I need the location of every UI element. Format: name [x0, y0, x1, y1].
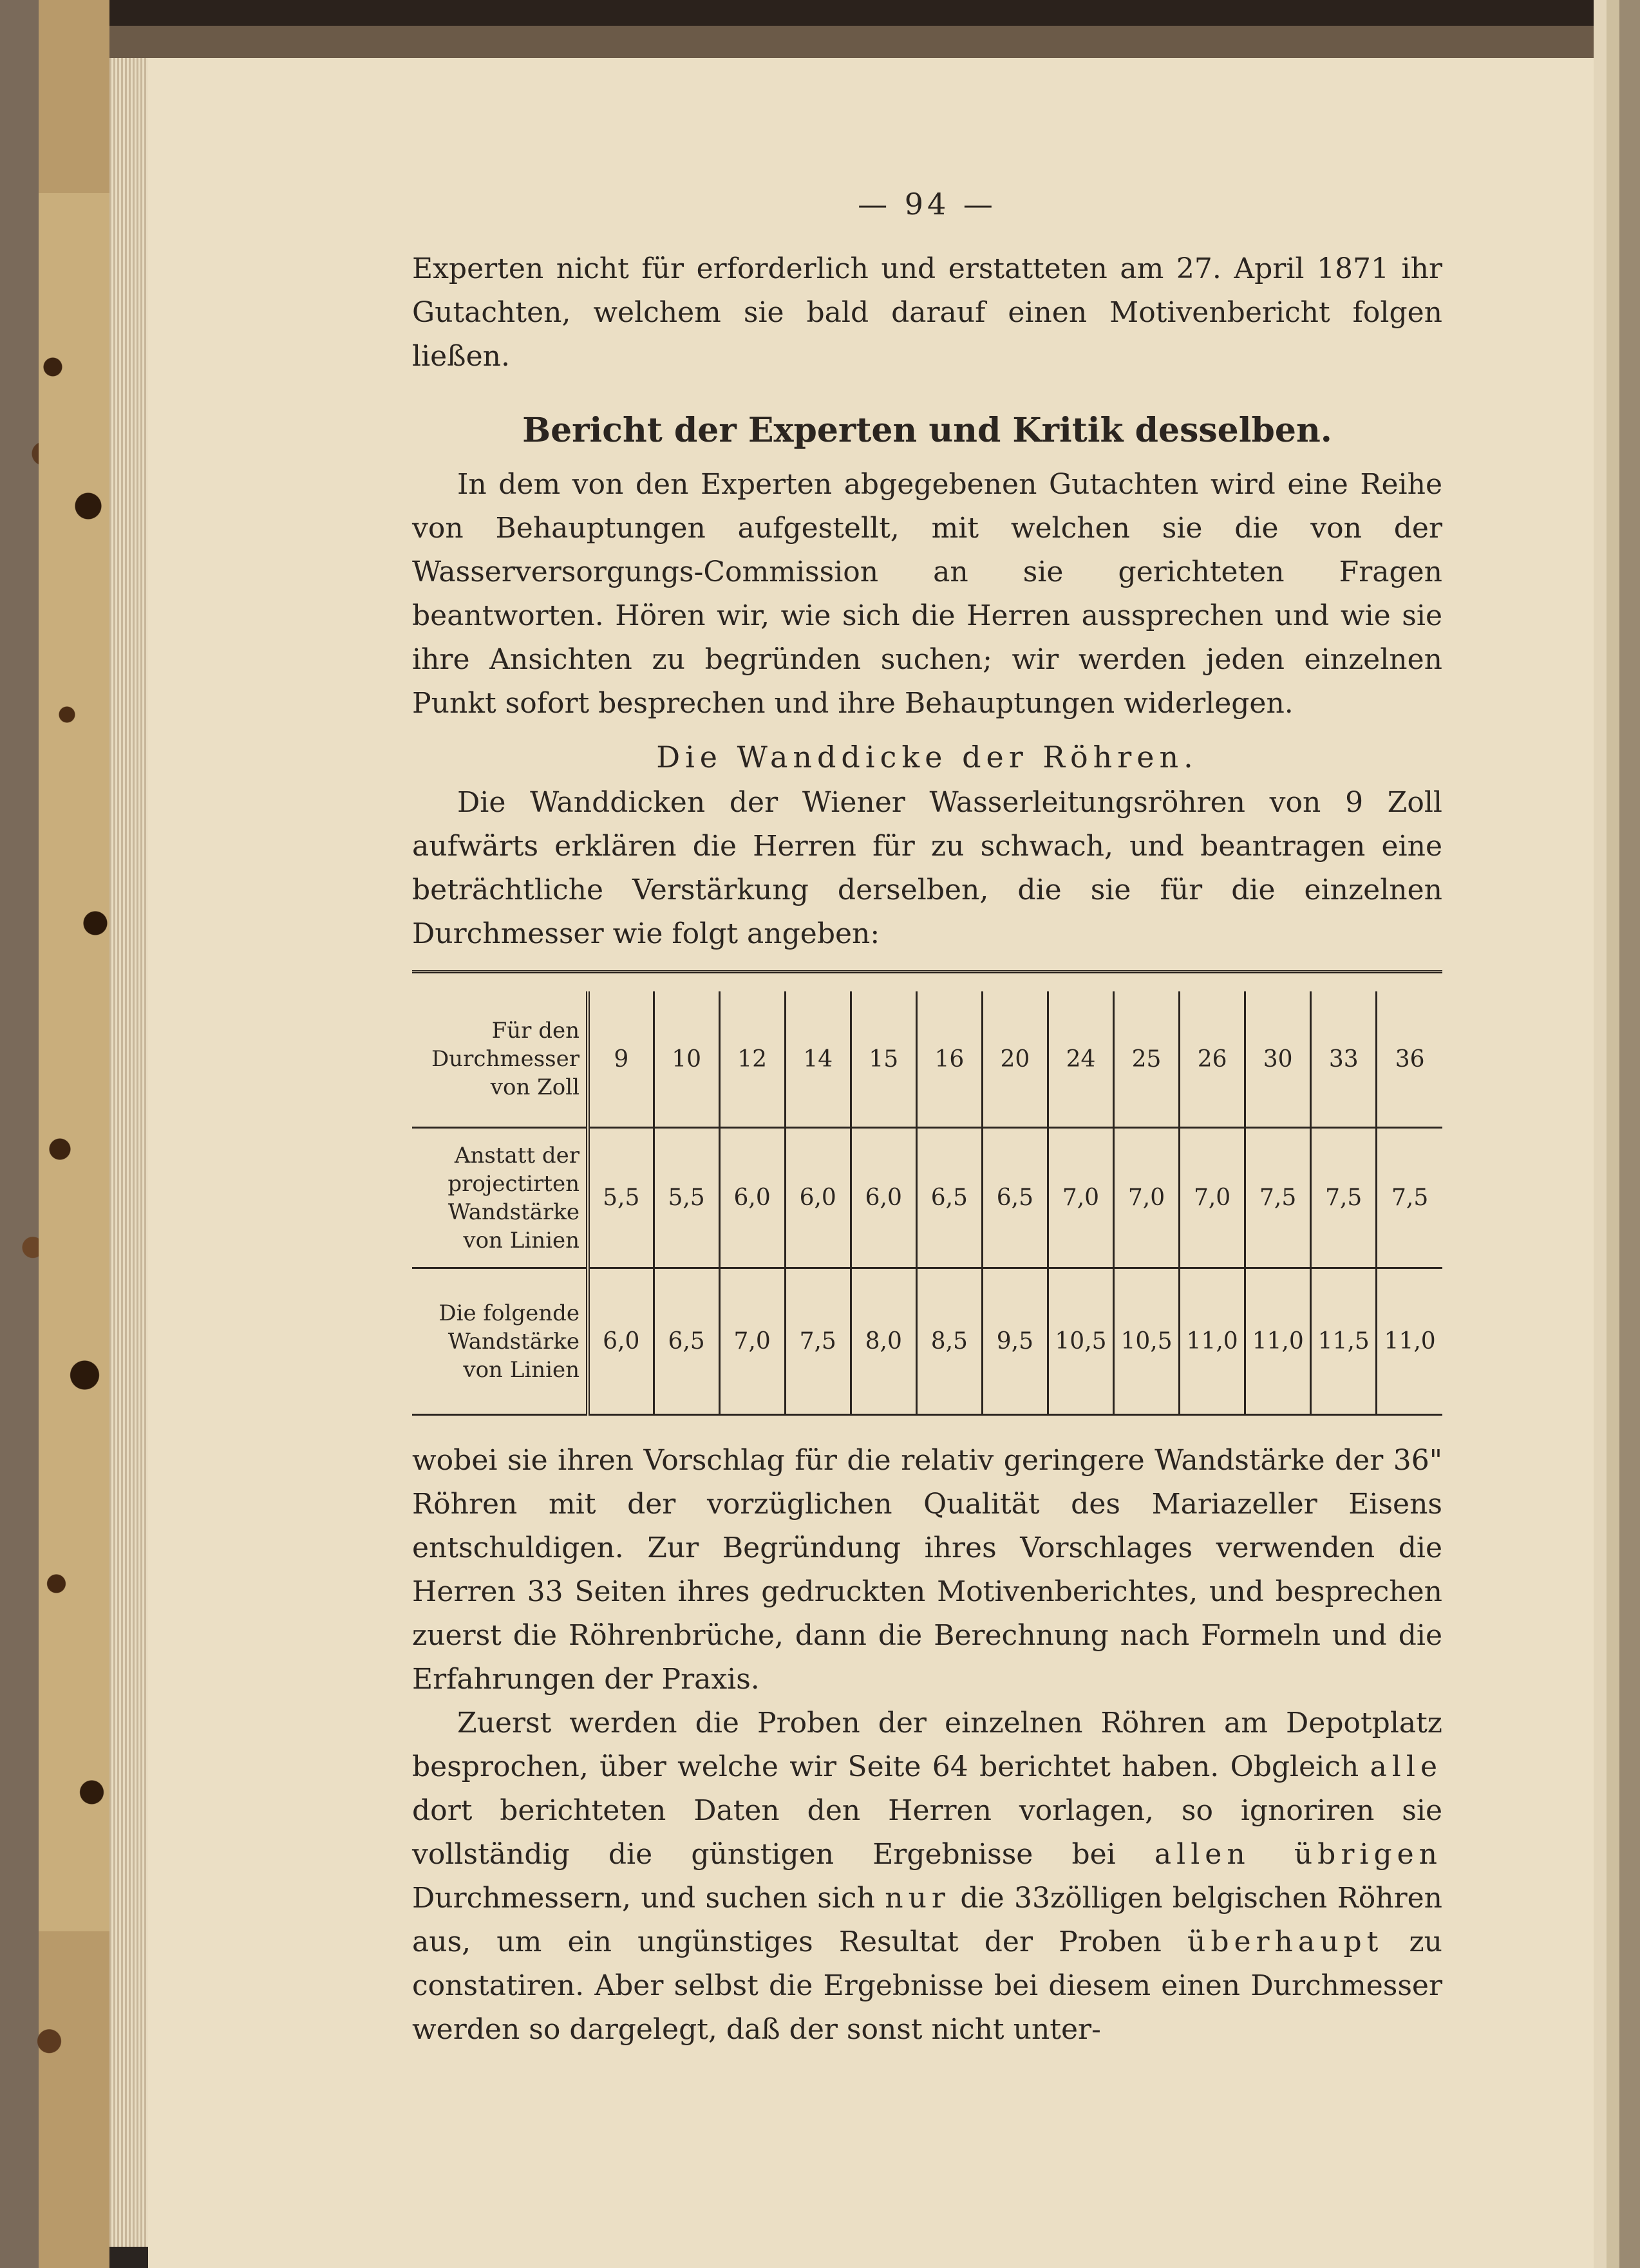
proposed-thickness-cell: 11,0	[1245, 1268, 1311, 1415]
text-run: Durchmessern, und suchen sich	[412, 1882, 885, 1915]
diameter-cell: 14	[785, 991, 851, 1128]
projected-thickness-cell: 6,5	[982, 1128, 1048, 1268]
row-label-line: von Linien	[463, 1356, 580, 1383]
table-row	[412, 1128, 1442, 1268]
diameter-cell: 10	[654, 991, 719, 1128]
page-number: — 94 —	[858, 187, 997, 221]
facing-page-edge	[1594, 0, 1640, 2268]
proposed-thickness-cell: 10,5	[1048, 1268, 1113, 1415]
diameter-cell: 15	[851, 991, 916, 1128]
row-label-line: von Linien	[463, 1227, 580, 1253]
proposed-thickness-cell: 8,0	[851, 1268, 916, 1415]
diameter-cell: 12	[719, 991, 785, 1128]
row-label-line: Die folgende	[438, 1300, 580, 1326]
diameter-cell: 26	[1180, 991, 1245, 1128]
proposed-thickness-cell: 7,5	[785, 1268, 851, 1415]
projected-thickness-cell: 5,5	[654, 1128, 719, 1268]
diameter-cell: 30	[1245, 991, 1311, 1128]
text-run: Zuerst werden die Proben der einzelnen Röhren am Depotplatz besprochen, über welche wir Seite 64 berichtet haben. Obgleich	[412, 1707, 1442, 1783]
projected-thickness-cell: 7,0	[1114, 1128, 1180, 1268]
projected-thickness-cell: 7,5	[1377, 1128, 1442, 1268]
projected-thickness-cell: 6,0	[851, 1128, 916, 1268]
diameter-cell: 25	[1114, 991, 1180, 1128]
emphasis-text: alle	[1370, 1750, 1442, 1783]
table-row	[412, 1268, 1442, 1415]
row-label-line: Wandstärke	[448, 1199, 580, 1225]
projected-thickness-cell: 7,5	[1245, 1128, 1311, 1268]
emphasis-text: allen übrigen	[1154, 1838, 1442, 1871]
projected-thickness-cell: 7,5	[1311, 1128, 1377, 1268]
proposed-thickness-cell: 7,0	[719, 1268, 785, 1415]
paragraph-5	[412, 1701, 1442, 2052]
diameter-cell: 20	[982, 991, 1048, 1128]
paragraph-2: In dem von den Experten abgegebenen Gutachten wird eine Reihe von Behauptungen aufgestellt, mit welchen sie die von der Wasserversorgungs-Commission an sie gerichteten Fragen beantworten. Hören wir, wie sich die Herren aussprechen und wie sie ihre Ansichten zu begründen suchen; wir werden jeden einzelnen Punkt sofort besprechen und ihre Behauptungen widerlegen.	[412, 468, 1442, 720]
paragraph-4: wobei sie ihren Vorschlag für die relativ geringere Wandstärke der 36" Röhren mit der vorzüglichen Qualität des Mariazeller Eisens entschuldigen. Zur Begründung ihres Vorschlages verwenden die Herren 33 Seiten ihres gedruckten Motivenberichtes, und besprechen zuerst die Röhrenbrüche, dann die Berechnung nach Formeln und die Erfahrungen der Praxis.	[412, 1444, 1442, 1696]
proposed-thickness-cell: 11,0	[1180, 1268, 1245, 1415]
row-label-line: Durchmesser	[431, 1046, 580, 1072]
projected-thickness-cell: 5,5	[588, 1128, 654, 1268]
diameter-cell: 24	[1048, 991, 1113, 1128]
row-label-line: Anstatt der	[454, 1142, 580, 1168]
page-edges	[109, 58, 148, 2247]
projected-thickness-cell: 7,0	[1048, 1128, 1113, 1268]
row-label-proposed	[412, 1268, 588, 1415]
subsection-heading: Die Wanddicke der Röhren.	[656, 740, 1198, 774]
projected-thickness-cell: 6,5	[916, 1128, 982, 1268]
row-label-line: Für den	[491, 1018, 580, 1044]
row-label-projected	[412, 1128, 588, 1268]
text-run: dort berichteten Daten den Herren vorlagen, so ignoriren sie vollständig die günstigen Ergebnisse bei	[412, 1794, 1442, 1871]
text-run: zu constatiren. Aber selbst die Ergebnisse bei diesem einen Durchmesser werden so dargelegt, daß der sonst nicht unter-	[412, 1926, 1442, 2046]
diameter-cell: 9	[588, 991, 654, 1128]
proposed-thickness-cell: 6,0	[588, 1268, 654, 1415]
emphasis-text: nur	[885, 1882, 950, 1915]
paragraph-1: Experten nicht für erforderlich und erstatteten am 27. April 1871 ihr Gutachten, welchem sie bald darauf einen Motivenbericht folgen ließen.	[412, 252, 1442, 373]
proposed-thickness-cell: 8,5	[916, 1268, 982, 1415]
proposed-thickness-cell: 10,5	[1114, 1268, 1180, 1415]
wall-thickness-table	[412, 991, 1442, 1416]
page-content	[412, 187, 1442, 2052]
proposed-thickness-cell: 6,5	[654, 1268, 719, 1415]
wall-thickness-table-wrapper	[412, 970, 1442, 1416]
diameter-cell: 33	[1311, 991, 1377, 1128]
projected-thickness-cell: 7,0	[1180, 1128, 1245, 1268]
row-label-line: von Zoll	[490, 1074, 580, 1100]
row-label-diameter	[412, 991, 588, 1128]
paragraph-3: Die Wanddicken der Wiener Wasserleitungsröhren von 9 Zoll aufwärts erklären die Herren für zu schwach, und beantragen eine beträchtliche Verstärkung derselben, die sie für die einzelnen Durchmesser wie folgt angeben:	[412, 786, 1442, 950]
marbled-endpaper	[39, 193, 109, 1931]
diameter-cell: 16	[916, 991, 982, 1128]
table-row	[412, 991, 1442, 1128]
projected-thickness-cell: 6,0	[785, 1128, 851, 1268]
section-heading: Bericht der Experten und Kritik desselben.	[522, 411, 1332, 450]
row-label-line: Wandstärke	[448, 1328, 580, 1354]
proposed-thickness-cell: 11,0	[1377, 1268, 1442, 1415]
diameter-cell: 36	[1377, 991, 1442, 1128]
proposed-thickness-cell: 11,5	[1311, 1268, 1377, 1415]
book-top-edge	[0, 0, 1640, 58]
proposed-thickness-cell: 9,5	[982, 1268, 1048, 1415]
emphasis-text: überhaupt	[1187, 1926, 1384, 1958]
row-label-line: projectirten	[448, 1170, 580, 1197]
text-run: die 33zölligen belgischen Röhren aus, um ein ungünstiges Resultat der Proben	[412, 1882, 1442, 1958]
projected-thickness-cell: 6,0	[719, 1128, 785, 1268]
